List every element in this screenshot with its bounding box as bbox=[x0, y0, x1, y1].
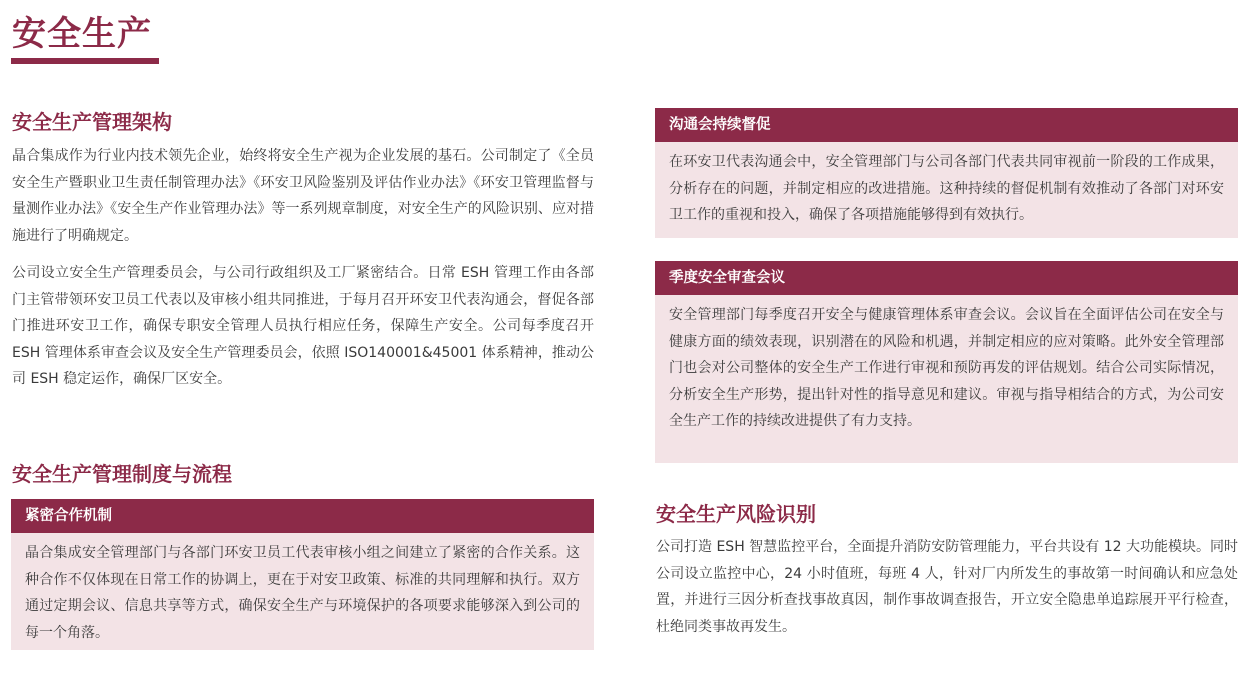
section-heading-management-structure: 安全生产管理架构 bbox=[12, 110, 172, 134]
communication-meeting-body: 在环安卫代表沟通会中，安全管理部门与公司各部门代表共同审视前一阶段的工作成果，分析存在的问题，并制定相应的改进措施。这种持续的督促机制有效推动了各部门对环安卫工作的重视和投入，确保了各项措施能够得到有效执行。 bbox=[669, 154, 1224, 223]
quarterly-review-title: 季度安全审查会议 bbox=[655, 261, 1238, 295]
communication-meeting-box bbox=[655, 108, 1238, 238]
title-underline bbox=[11, 58, 159, 64]
paragraph-management-structure-1: 晶合集成作为行业内技术领先企业，始终将安全生产视为企业发展的基石。公司制定了《全员安全生产暨职业卫生责任制管理办法》《环安卫风险鉴别及评估作业办法》《环安卫管理监督与量测作业办法》《安全生产作业管理办法》等一系列规章制度，对安全生产的风险识别、应对措施进行了明确规定。 bbox=[12, 148, 594, 244]
page-title: 安全生产 bbox=[12, 14, 152, 54]
communication-meeting-title: 沟通会持续督促 bbox=[655, 108, 1238, 142]
section-heading-system-and-process: 安全生产管理制度与流程 bbox=[12, 462, 232, 486]
cooperation-mechanism-title: 紧密合作机制 bbox=[11, 499, 594, 533]
cooperation-mechanism-body: 晶合集成安全管理部门与各部门环安卫员工代表审核小组之间建立了紧密的合作关系。这种合作不仅体现在日常工作的协调上，更在于对安卫政策、标准的共同理解和执行。双方通过定期会议、信息共享等方式，确保安全生产与环境保护的各项要求能够深入到公司的每一个角落。 bbox=[25, 545, 580, 641]
quarterly-review-box bbox=[655, 261, 1238, 463]
paragraph-management-structure-2: 公司设立安全生产管理委员会，与公司行政组织及工厂紧密结合。日常 ESH 管理工作由各部门主管带领环安卫员工代表以及审核小组共同推进，于每月召开环安卫代表沟通会，督促各部门推进环安卫工作，确保专职安全管理人员执行相应任务，保障生产安全。公司每季度召开 ESH 管理体系审查会议及安全生产管理委员会，依照 ISO140001&45001 体系精神，推动公司 ESH 稳定运作，确保厂区安全。 bbox=[12, 265, 594, 387]
quarterly-review-body: 安全管理部门每季度召开安全与健康管理体系审查会议。会议旨在全面评估公司在安全与健康方面的绩效表现，识别潜在的风险和机遇，并制定相应的应对策略。此外安全管理部门也会对公司整体的安全生产工作进行审视和预防再发的评估规划。结合公司实际情况，分析安全生产形势，提出针对性的指导意见和建议。审视与指导相结合的方式，为公司安全生产工作的持续改进提供了有力支持。 bbox=[669, 307, 1224, 429]
paragraph-risk-identification: 公司打造 ESH 智慧监控平台，全面提升消防安防管理能力，平台共设有 12 大功能模块。同时公司设立监控中心，24 小时值班，每班 4 人，针对厂内所发生的事故第一时间确认和应急处置，并进行三因分析查找事故真因，制作事故调查报告，开立安全隐患单追踪展开平行检查，杜绝同类事故再发生。 bbox=[656, 539, 1238, 635]
section-heading-risk-identification: 安全生产风险识别 bbox=[656, 502, 816, 526]
cooperation-mechanism-box bbox=[11, 499, 594, 650]
